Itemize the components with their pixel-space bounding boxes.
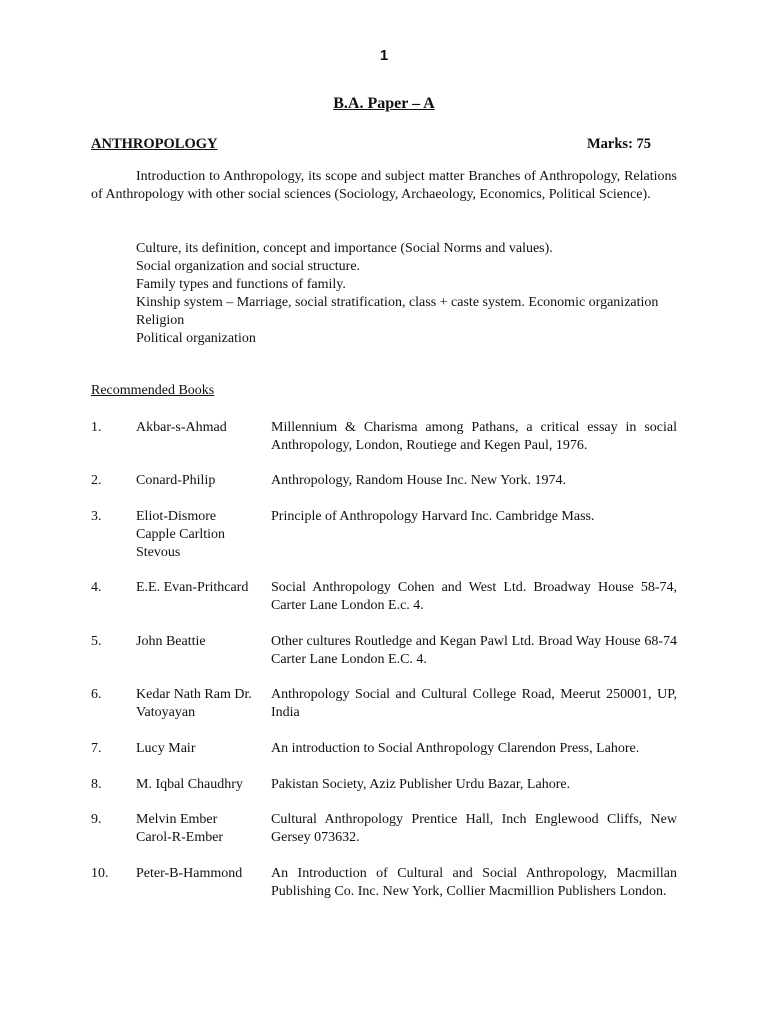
book-number: 3. [91,509,102,524]
recommended-books-heading: Recommended Books [91,383,215,398]
book-author [136,579,271,597]
topic-item: Kinship system – Marriage, social stratification, class + caste system. Economic organization [136,295,659,310]
book-title: Pakistan Society, Aziz Publisher Urdu Bazar, Lahore. [271,777,571,792]
subject-row [91,136,677,156]
author-line: Carol-R-Ember [136,830,224,845]
book-title: Anthropology Social and Cultural College Road, Meerut 250001, UP, India [271,687,677,720]
book-number: 4. [91,580,102,595]
author-line: Eliot-Dismore [136,509,217,524]
book-author [136,686,271,722]
author-line: Vatoyayan [136,705,196,720]
book-title: Millennium & Charisma among Pathans, a critical essay in social Anthropology, London, Routiege and Kegen Paul, 1976. [271,420,677,453]
author-line: M. Iqbal Chaudhry [136,777,243,792]
book-author [136,811,271,847]
topic-list [136,240,677,348]
topic-item: Religion [136,313,185,328]
topic-item: Culture, its definition, concept and importance (Social Norms and values). [136,241,553,256]
author-line: Akbar-s-Ahmad [136,420,227,435]
book-author [136,865,271,883]
author-line: Peter-B-Hammond [136,866,243,881]
book-author [136,740,271,758]
book-author [136,508,271,562]
author-line: E.E. Evan-Prithcard [136,580,249,595]
topic-item: Family types and functions of family. [136,277,346,292]
topic-item: Political organization [136,331,256,346]
book-title: Cultural Anthropology Prentice Hall, Inch Englewood Cliffs, New Gersey 073632. [271,812,677,845]
subject-heading: ANTHROPOLOGY [91,136,218,152]
book-author [136,472,271,490]
book-number: 5. [91,634,102,649]
book-number: 10. [91,866,109,881]
book-author [136,776,271,794]
author-line: Capple Carltion [136,527,226,542]
book-number: 7. [91,741,102,756]
book-number: 2. [91,473,102,488]
book-title: An Introduction of Cultural and Social Anthropology, Macmillan Publishing Co. Inc. New York, Collier Macmillion Publishers London. [271,866,677,899]
paper-title: B.A. Paper – A [333,95,435,112]
book-title: Social Anthropology Cohen and West Ltd. Broadway House 58-74, Carter Lane London E.c. 4. [271,580,677,613]
book-title: Principle of Anthropology Harvard Inc. Cambridge Mass. [271,509,595,524]
author-line: Melvin Ember [136,812,218,827]
book-author [136,633,271,651]
book-number: 1. [91,420,102,435]
author-line: Stevous [136,545,181,560]
topic-item: Social organization and social structure. [136,259,361,274]
book-title: An introduction to Social Anthropology Clarendon Press, Lahore. [271,741,640,756]
book-title: Other cultures Routledge and Kegan Pawl Ltd. Broad Way House 68-74 Carter Lane London E.C. 4. [271,634,677,667]
author-line: Lucy Mair [136,741,196,756]
book-number: 9. [91,812,102,827]
book-title: Anthropology, Random House Inc. New York. 1974. [271,473,567,488]
book-number: 8. [91,777,102,792]
author-line: Conard-Philip [136,473,216,488]
intro-paragraph: Introduction to Anthropology, its scope and subject matter Branches of Anthropology, Relations of Anthropology with other social sciences (Sociology, Archaeology, Economics, Political Science). [91,169,677,202]
author-line: Kedar Nath Ram Dr. [136,687,252,702]
author-line: John Beattie [136,634,206,649]
page-number: 1 [379,47,389,64]
book-number: 6. [91,687,102,702]
book-author [136,419,271,437]
marks-label: Marks: 75 [587,136,652,152]
